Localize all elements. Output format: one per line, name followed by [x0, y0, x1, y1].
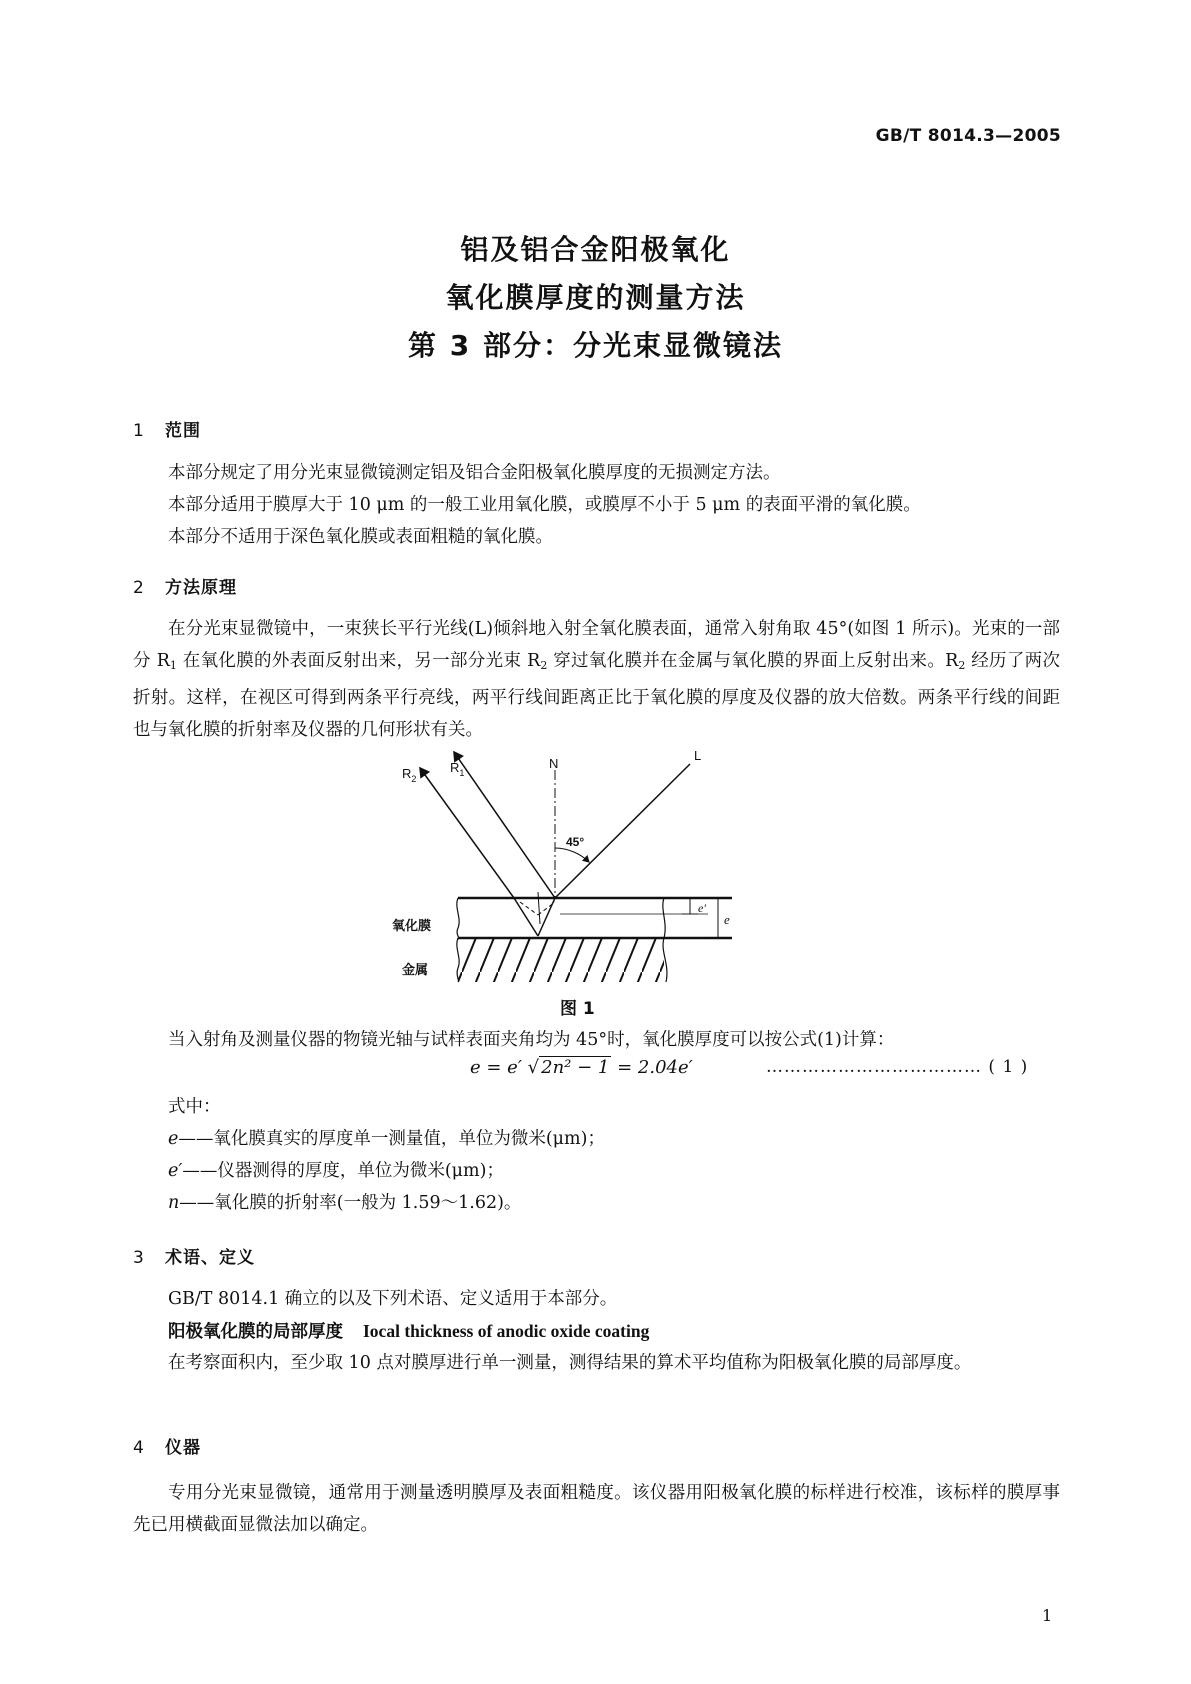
definition-n — [168, 1188, 521, 1218]
sqrt-symbol: √ — [527, 1057, 540, 1078]
angle-arc — [555, 848, 589, 862]
title-line-1: 铝及铝合金阳极氧化 — [460, 233, 731, 266]
equation-number: ……………………………… ( 1 ) — [766, 1057, 1029, 1077]
label-angle: 45° — [566, 835, 585, 849]
section-3-paragraph-1: GB/T 8014.1 确立的以及下列术语、定义适用于本部分。 — [168, 1289, 618, 1309]
text-run: 在分光束显微镜中，一束狭长平行光线(L)倾斜地入射全氧化膜表面，通常入射角取 45°(如图 1 所示)。光束的一部分 R — [133, 619, 1060, 671]
page-number: 1 — [1042, 1606, 1053, 1625]
refracted-ray-down — [538, 898, 555, 936]
section-title: 范围 — [165, 421, 201, 441]
label-r1: $R_1$ — [450, 760, 465, 778]
section-1-heading — [133, 416, 201, 441]
section-1-paragraph-3: 本部分不适用于深色氧化膜或表面粗糙的氧化膜。 — [168, 527, 553, 547]
subscript: 2 — [540, 659, 548, 672]
term-chinese: 阳极氧化膜的局部厚度 — [168, 1322, 343, 1342]
label-n: N — [549, 756, 559, 771]
term-entry — [168, 1315, 649, 1348]
section-number: 3 — [133, 1248, 145, 1268]
section-2-heading — [133, 573, 237, 598]
document-title — [0, 226, 1191, 370]
definition-text: ——氧化膜真实的厚度单一测量值，单位为微米(μm)； — [178, 1129, 605, 1149]
subscript: 1 — [169, 659, 177, 672]
symbol: e′ — [168, 1161, 183, 1181]
section-1-paragraph-2: 本部分适用于膜厚大于 10 μm 的一般工业用氧化膜，或膜厚不小于 5 μm 的表面平滑的氧化膜。 — [168, 495, 921, 515]
title-line-3: 第 3 部分：分光束显微镜法 — [408, 329, 783, 362]
figure-caption: 图 1 — [560, 999, 595, 1019]
term-english: Iocal thickness of anodic oxide coating — [363, 1321, 650, 1341]
definition-text: ——仪器测得的厚度，单位为微米(μm)； — [182, 1161, 504, 1181]
definition-e — [168, 1124, 605, 1154]
section-title: 方法原理 — [165, 578, 237, 598]
equation-1 — [470, 1057, 693, 1078]
definition-e-prime — [168, 1156, 504, 1186]
formula-rhs: = 2.04e′ — [611, 1057, 693, 1078]
label-e: e — [724, 912, 730, 927]
figure-1-diagram — [392, 748, 738, 992]
incident-ray — [555, 764, 690, 898]
section-4-heading — [133, 1433, 201, 1458]
label-metal: 金属 — [402, 963, 429, 978]
formula-radical: 2n² − 1 — [541, 1057, 610, 1078]
section-4-paragraph-1: 专用分光束显微镜，通常用于测量透明膜厚及表面粗糙度。该仪器用阳极氧化膜的标样进行校准，该标样的膜厚事先已用横截面显微法加以确定。 — [133, 1483, 1060, 1535]
section-2-paragraph-1 — [133, 613, 1060, 746]
label-oxide: 氧化膜 — [392, 919, 432, 934]
section-title: 仪器 — [165, 1438, 201, 1458]
section-2-paragraph-2: 当入射角及测量仪器的物镜光轴与试样表面夹角均为 45°时，氧化膜厚度可以按公式(1)计算： — [168, 1030, 895, 1050]
symbol: n — [168, 1193, 180, 1213]
section-title: 术语、定义 — [165, 1248, 255, 1268]
section-number: 1 — [133, 421, 145, 441]
reflected-ray-r1 — [454, 752, 555, 898]
metal-hatch — [458, 938, 664, 982]
text-run: 穿过氧化膜并在金属与氧化膜的界面上反射出来。R — [547, 651, 959, 671]
symbol: e — [168, 1129, 179, 1149]
refracted-ray-up — [514, 898, 538, 936]
section-number: 4 — [133, 1438, 145, 1458]
section-3-paragraph-2: 在考察面积内，至少取 10 点对膜厚进行单一测量，测得结果的算术平均值称为阳极氧化膜的局部厚度。 — [168, 1353, 972, 1373]
section-1-paragraph-1: 本部分规定了用分光束显微镜测定铝及铝合金阳极氧化膜厚度的无损测定方法。 — [168, 463, 781, 483]
where-label: 式中： — [168, 1097, 221, 1117]
label-e-prime: e′ — [698, 901, 706, 915]
label-r2: $R_2$ — [402, 766, 417, 784]
title-line-2: 氧化膜厚度的测量方法 — [445, 281, 746, 314]
section-number: 2 — [133, 578, 145, 598]
label-l: L — [694, 748, 702, 763]
definition-text: ——氧化膜的折射率(一般为 1.59～1.62)。 — [179, 1193, 522, 1213]
subscript: 2 — [958, 659, 966, 672]
section-3-heading — [133, 1243, 255, 1268]
formula-lhs: e = e′ — [470, 1057, 528, 1078]
standard-code: GB/T 8014.3—2005 — [875, 126, 1061, 146]
text-run: 在氧化膜的外表面反射出来，另一部分光束 R — [176, 651, 541, 671]
text-run: 经历了两次折射。这样，在视区可得到两条平行亮线，两平行线间距离正比于氧化膜的厚度及仪器的放大倍数。两条平行线的间距也与氧化膜的折射率及仪器的几何形状有关。 — [133, 651, 1060, 740]
reflected-ray-r2 — [420, 768, 514, 898]
